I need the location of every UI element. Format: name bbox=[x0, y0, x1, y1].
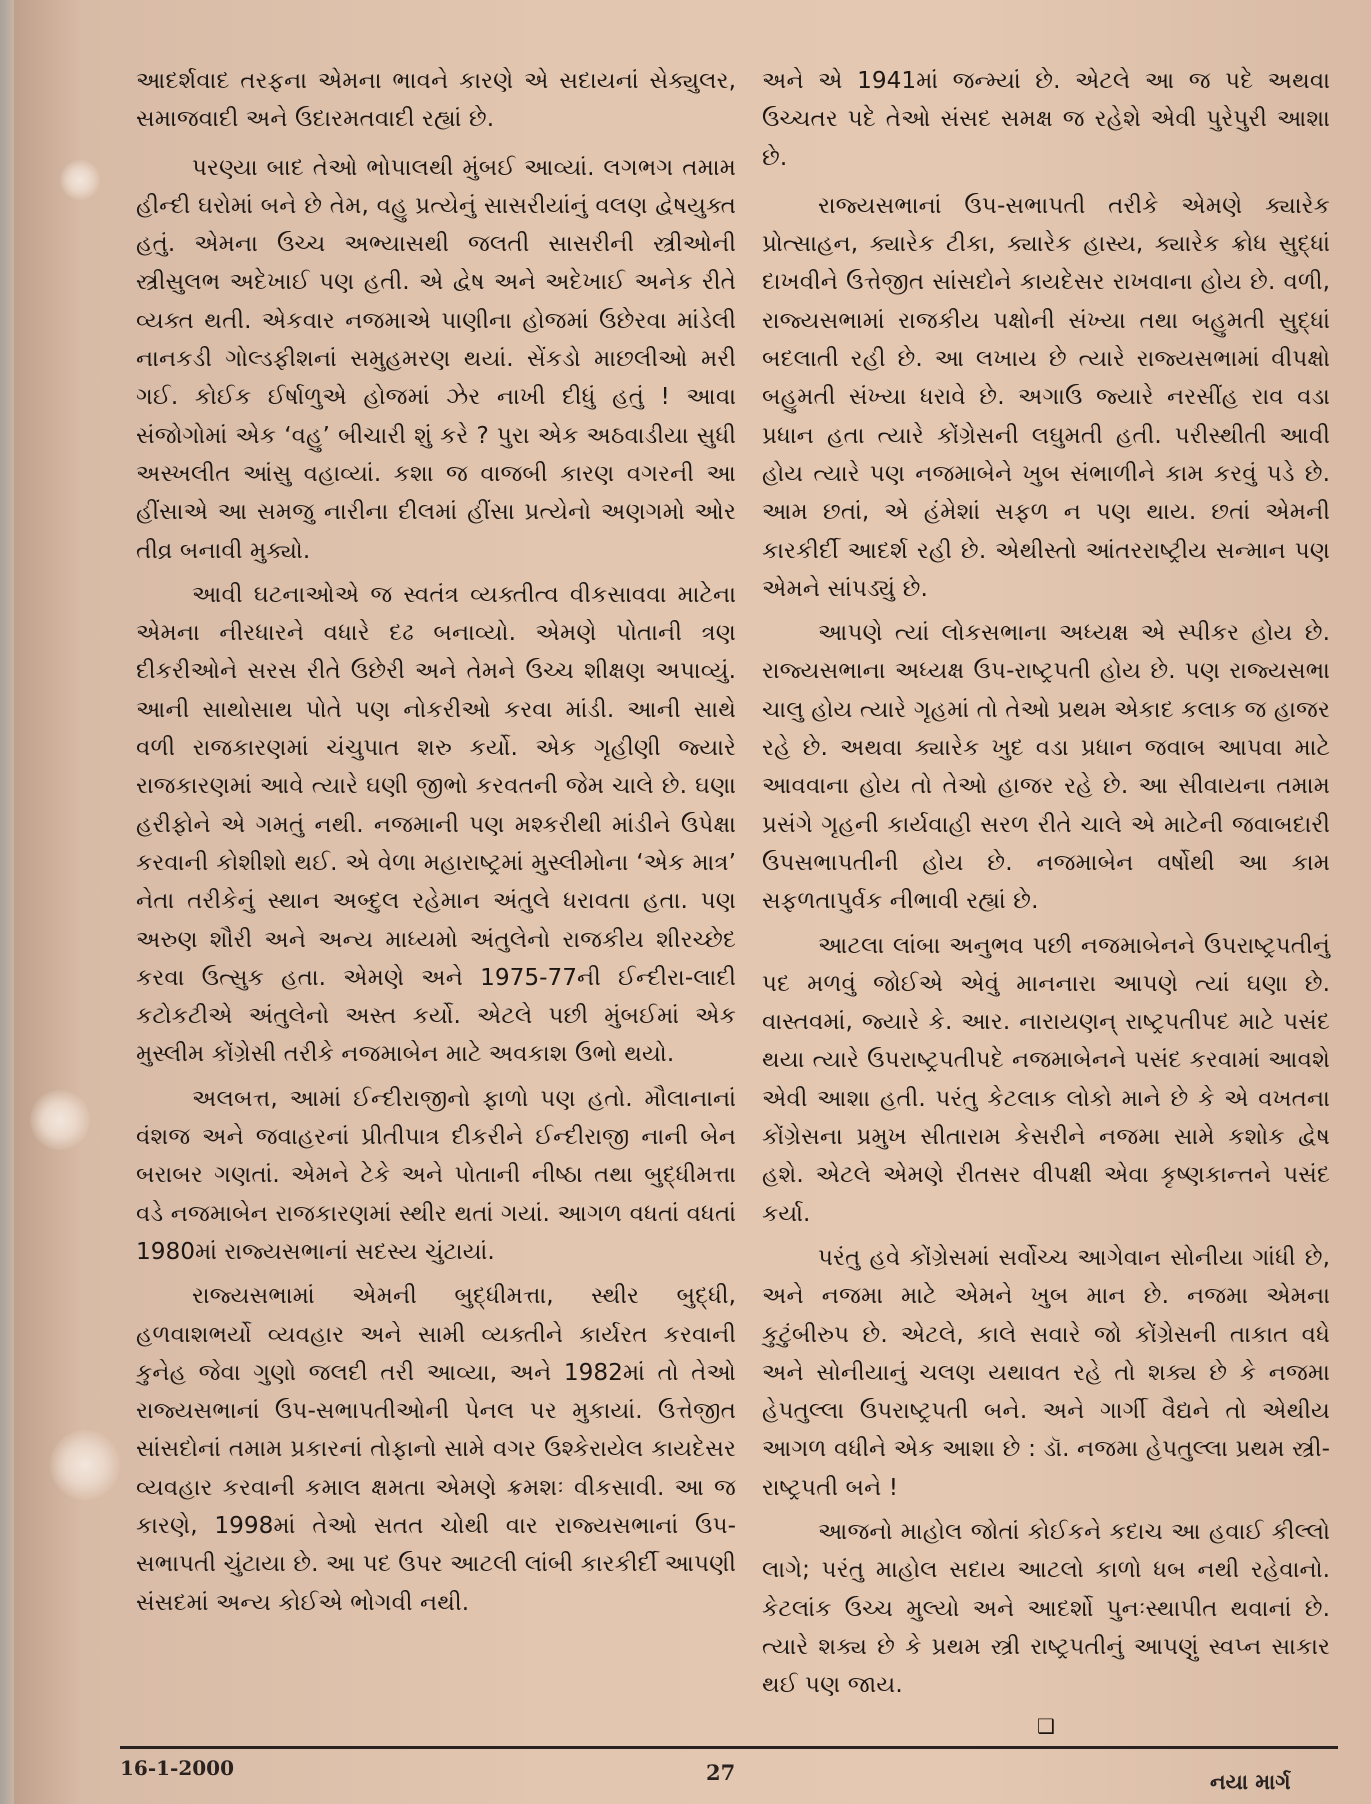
footer-rule bbox=[120, 1746, 1338, 1749]
paragraph: આપણે ત્યાં લોકસભાના અધ્યક્ષ એ સ્પીકર હોય છે. રાજ્યસભાના અધ્યક્ષ ઉપ-રાષ્ટ્રપતી હોય છે. પણ રાજ્યસભા ચાલુ હોય ત્યારે ગૃહમાં તો તેઓ પ્રથમ એકાદ કલાક જ હાજર રહે છે. અથવા ક્યારેક ખુદ વડા પ્રધાન જવાબ આપવા માટે આવવાના હોય તો તેઓ હાજર રહે છે. આ સીવાયના તમામ પ્રસંગે ગૃહની કાર્યવાહી સરળ રીતે ચાલે એ માટેની જવાબદારી ઉપસભાપતીની હોય છે. નજમાબેન વર્ષોથી આ કામ સફળતાપુર્વક નીભાવી રહ્યાં છે. bbox=[762, 619, 1330, 915]
paragraph: આજનો માહોલ જોતાં કોઈકને કદાચ આ હવાઈ કીલ્લો લાગે; પરંતુ માહોલ સદાય આટલો કાળો ધબ નથી રહેવાનો. કેટલાંક ઉચ્ચ મુલ્યો અને આદર્શો પુનઃસ્થાપીત થવાનાં છે. ત્યારે શક્ય છે કે પ્રથમ સ્ત્રી રાષ્ટ્રપતીનું આપણું સ્વપ્ન સાકાર થઈ પણ જાય. bbox=[762, 1517, 1330, 1699]
paragraph: પરણ્યા બાદ તેઓ ભોપાલથી મુંબઈ આવ્યાં. લગભગ તમામ હીન્દી ઘરોમાં બને છે તેમ, વહુ પ્રત્યેનું સાસરીયાંનું વલણ દ્વેષયુક્ત હતું. એમના ઉચ્ચ અભ્યાસથી જલતી સાસરીની સ્ત્રીઓની સ્ત્રીસુલભ અદેખાઈ પણ હતી. એ દ્વેષ અને અદેખાઈ અનેક રીતે વ્યક્ત થતી. એકવાર નજમાએ પાણીના હોજમાં ઉછેરવા માંડેલી નાનકડી ગોલ્ડફીશનાં સમુહમરણ થયાં. સેંકડો માછલીઓ મરી ગઈ. કોઈક ઈર્ષાળુએ હોજમાં ઝેર નાખી દીધું હતું ! આવા સંજોગોમાં એક ‘વહુ’ બીચારી શું કરે ? પુરા એક અઠવાડીયા સુધી અસ્ખલીત આંસુ વહાવ્યાં. કશા જ વાજબી કારણ વગરની આ હીંસાએ આ સમજુ નારીના દીલમાં હીંસા પ્રત્યેનો અણગમો ઓર તીવ્ર બનાવી મુક્યો. bbox=[136, 153, 736, 564]
page-edge bbox=[0, 0, 14, 1804]
paper-damage-mark bbox=[60, 160, 100, 200]
paragraph: આદર્શવાદ તરફના એમના ભાવને કારણે એ સદાયનાં સેક્યુલર, સમાજવાદી અને ઉદારમતવાદી રહ્યાં છે. bbox=[136, 67, 736, 133]
article-left-column bbox=[136, 62, 736, 1628]
paper-damage-mark bbox=[30, 1090, 90, 1150]
paragraph: આટલા લાંબા અનુભવ પછી નજમાબેનને ઉપરાષ્ટ્રપતીનું પદ મળવું જોઈએ એવું માનનારા આપણે ત્યાં ઘણા છે. વાસ્તવમાં, જ્યારે કે. આર. નારાયણન્ રાષ્ટ્રપતીપદ માટે પસંદ થયા ત્યારે ઉપરાષ્ટ્રપતીપદે નજમાબેનને પસંદ કરવામાં આવશે એવી આશા હતી. પરંતુ કેટલાક લોકો માને છે કે એ વખતના કોંગ્રેસના પ્રમુખ સીતારામ કેસરીને નજમા સામે કશોક દ્વેષ હશે. એટલે એમણે રીતસર વીપક્ષી એવા કૃષ્ણકાન્તને પસંદ કર્યા. bbox=[762, 931, 1330, 1227]
publication-name: નયા માર્ગ bbox=[1210, 1770, 1291, 1794]
paragraph: પરંતુ હવે કોંગ્રેસમાં સર્વોચ્ચ આગેવાન સોનીયા ગાંધી છે, અને નજમા માટે એમને ખુબ માન છે. નજમા એમના કુટુંબીરુપ છે. એટલે, કાલે સવારે જો કોંગ્રેસની તાકાત વધે અને સોનીયાનું ચલણ યથાવત રહે તો શક્ય છે કે નજમા હેપતુલ્લા ઉપરાષ્ટ્રપતી બને. અને ગાર્ગી વૈદ્યને તો એથીય આગળ વધીને એક આશા છે : ડૉ. નજમા હેપતુલ્લા પ્રથમ સ્ત્રી-રાષ્ટ્રપતી બને ! bbox=[762, 1243, 1330, 1501]
end-of-article-icon: ❑ bbox=[1037, 1714, 1055, 1739]
paragraph: આવી ઘટનાઓએ જ સ્વતંત્ર વ્યક્તીત્વ વીકસાવવા માટેના એમના નીરધારને વધારે દઢ બનાવ્યો. એમણે પોતાની ત્રણ દીકરીઓને સરસ રીતે ઉછેરી અને તેમને ઉચ્ચ શીક્ષણ અપાવ્યું. આની સાથોસાથ પોતે પણ નોકરીઓ કરવા માંડી. આની સાથે વળી રાજકારણમાં ચંચુપાત શરુ કર્યો. એક ગૃહીણી જ્યારે રાજકારણમાં આવે ત્યારે ઘણી જીભો કરવતની જેમ ચાલે છે. ઘણા હરીફોને એ ગમતું નથી. નજમાની પણ મશ્કરીથી માંડીને ઉપેક્ષા કરવાની કોશીશો થઈ. એ વેળા મહારાષ્ટ્રમાં મુસ્લીમોના ‘એક માત્ર’ નેતા તરીકેનું સ્થાન અબ્દુલ રહેમાન અંતુલે ધરાવતા હતા. પણ અરુણ શૌરી અને અન્ય માધ્યમો અંતુલેનો રાજકીય શીરચ્છેદ કરવા ઉત્સુક હતા. એમણે અને 1975-77ની ઈન્દીરા-લાદી કટોકટીએ અંતુલેનો અસ્ત કર્યો. એટલે પછી મુંબઈમાં એક મુસ્લીમ કોંગ્રેસી તરીકે નજમાબેન માટે અવકાશ ઉભો થયો. bbox=[136, 580, 736, 1068]
page-number: 27 bbox=[706, 1760, 736, 1785]
paper-damage-mark bbox=[50, 1430, 120, 1500]
paragraph: રાજ્યસભામાં એમની બુદ્ધીમત્તા, સ્થીર બુદ્ધી, હળવાશભર્યો વ્યવહાર અને સામી વ્યક્તીને કાર્યરત કરવાની કુનેહ જેવા ગુણો જલદી તરી આવ્યા, અને 1982માં તો તેઓ રાજ્યસભાનાં ઉપ-સભાપતીઓની પેનલ પર મુકાયાં. ઉત્તેજીત સાંસદોનાં તમામ પ્રકારનાં તોફાનો સામે વગર ઉશ્કેરાયેલ કાયદેસર વ્યવહાર કરવાની કમાલ ક્ષમતા એમણે ક્રમશઃ વીકસાવી. આ જ કારણે, 1998માં તેઓ સતત ચોથી વાર રાજ્યસભાનાં ઉપ-સભાપતી ચુંટાયા છે. આ પદ ઉપર આટલી લાંબી કારકીર્દી આપણી સંસદમાં અન્ય કોઈએ ભોગવી નથી. bbox=[136, 1282, 736, 1616]
article-right-column bbox=[762, 62, 1330, 1740]
paragraph: અને એ 1941માં જન્મ્યાં છે. એટલે આ જ પદે અથવા ઉચ્ચતર પદે તેઓ સંસદ સમક્ષ જ રહેશે એવી પુરેપુરી આશા છે. bbox=[762, 67, 1330, 171]
paragraph: અલબત્ત, આમાં ઈન્દીરાજીનો ફાળો પણ હતો. મૌલાનાનાં વંશજ અને જવાહરનાં પ્રીતીપાત્ર દીકરીને ઈન્દીરાજી નાની બેન બરાબર ગણતાં. એમને ટેકે અને પોતાની નીષ્ઠા તથા બુદ્ધીમત્તા વડે નજમાબેન રાજકારણમાં સ્થીર થતાં ગયાં. આગળ વધતાં વધતાં 1980માં રાજ્યસભાનાં સદસ્ય ચુંટાયાં. bbox=[136, 1084, 736, 1265]
paragraph: રાજ્યસભાનાં ઉપ-સભાપતી તરીકે એમણે ક્યારેક પ્રોત્સાહન, ક્યારેક ટીકા, ક્યારેક હાસ્ય, ક્યારેક ક્રોધ સુદ્ધાં દાખવીને ઉત્તેજીત સાંસદોને કાયદેસર રાખવાના હોય છે. વળી, રાજ્યસભામાં રાજકીય પક્ષોની સંખ્યા તથા બહુમતી સુદ્ધાં બદલાતી રહી છે. આ લખાય છે ત્યારે રાજ્યસભામાં વીપક્ષો બહુમતી સંખ્યા ધરાવે છે. અગાઉ જ્યારે નરસીંહ રાવ વડા પ્રધાન હતા ત્યારે કોંગ્રેસની લઘુમતી હતી. પરીસ્થીતી આવી હોય ત્યારે પણ નજમાબેને ખુબ સંભાળીને કામ કરવું પડે છે. આમ છતાં, એ હંમેશાં સફળ ન પણ થાય. છતાં એમની કારકીર્દી આદર્શ રહી છે. એથીસ્તો આંતરરાષ્ટ્રીય સન્માન પણ એમને સાંપડ્યું છે. bbox=[762, 191, 1330, 602]
issue-date: 16-1-2000 bbox=[120, 1756, 235, 1780]
